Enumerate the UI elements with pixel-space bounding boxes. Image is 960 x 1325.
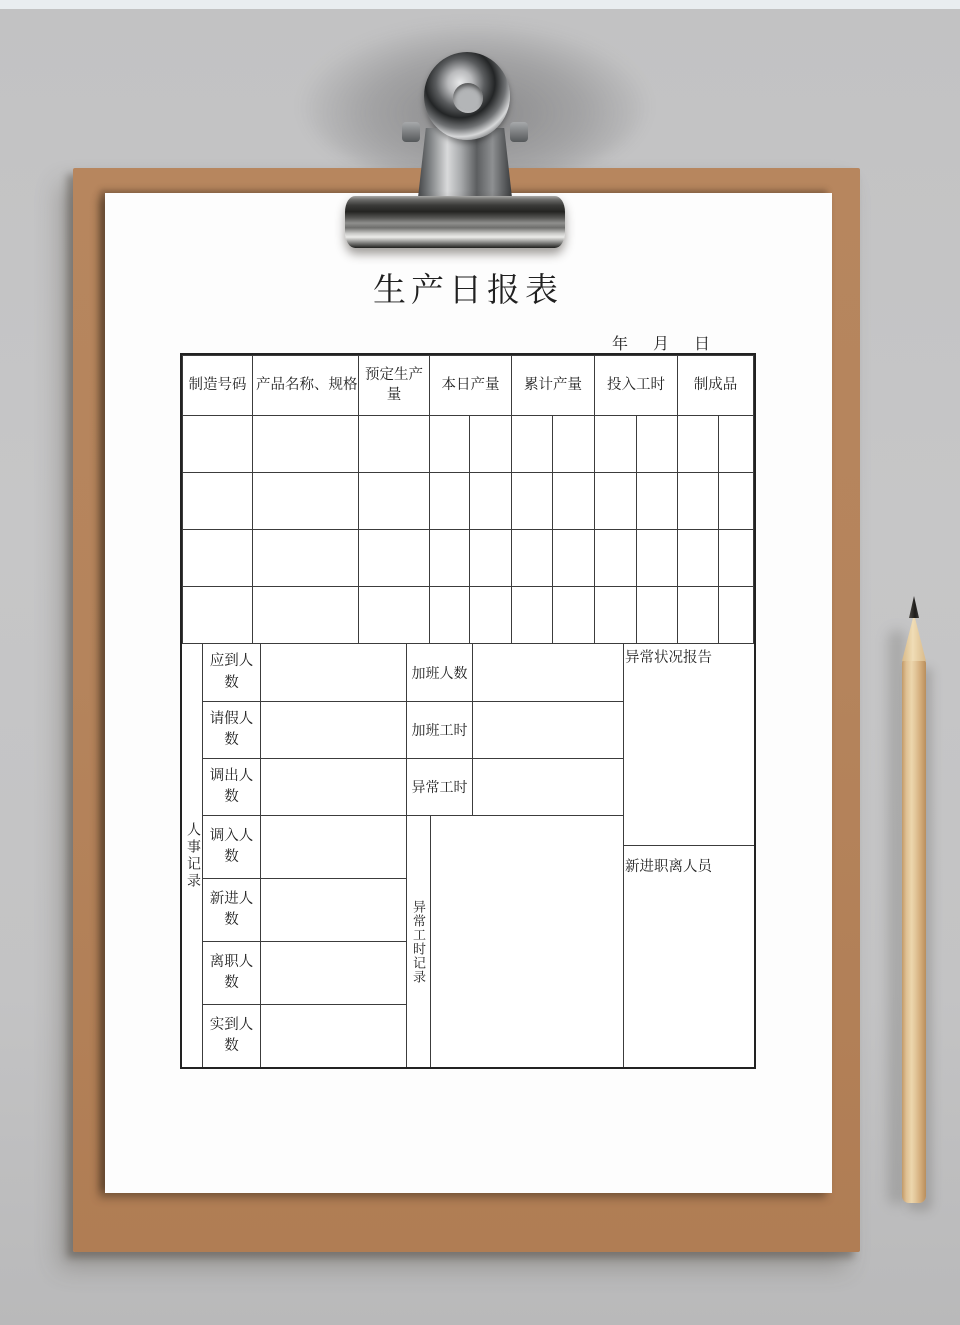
label-overtime-headcount: 加班人数 (411, 666, 468, 682)
label-abnormal-hours: 异常工时 (411, 781, 468, 796)
pencil (880, 590, 950, 1220)
abnormal-hours-row (407, 758, 623, 815)
column-header-today-output: 本日产量 (430, 356, 512, 416)
date-line (180, 331, 756, 352)
pencil-lead (909, 596, 919, 618)
empty-cell (512, 587, 553, 644)
pencil-body (902, 660, 926, 1203)
empty-cell (359, 530, 430, 587)
personnel-section (182, 644, 754, 1067)
empty-cell (470, 587, 512, 644)
empty-cell (253, 587, 359, 644)
empty-cell (261, 758, 406, 815)
overtime-headcount-row (407, 644, 623, 701)
personnel-label-column (202, 644, 260, 1067)
empty-cell (595, 416, 637, 473)
top-light-strip (0, 0, 960, 9)
empty-cell (430, 473, 470, 530)
empty-cell (637, 530, 678, 587)
label-on-leave-headcount: 请假人数 (203, 701, 260, 758)
empty-cell (359, 416, 430, 473)
date-day-label: 日 (693, 336, 710, 353)
binder-clip (340, 50, 570, 250)
empty-cell (678, 473, 719, 530)
abnormal-hours-record-area (407, 815, 623, 1067)
abnormal-hours-record-label: 异常工时记录 (411, 899, 426, 984)
empty-cell (359, 473, 430, 530)
empty-cell (472, 644, 623, 701)
column-header-labor-hours: 投入工时 (595, 356, 678, 416)
empty-cell (261, 878, 406, 941)
abnormal-hours-record-column (407, 816, 430, 1067)
column-header-cumulative-output: 累计产量 (512, 356, 595, 416)
empty-cell (553, 530, 595, 587)
label-expected-headcount: 应到人数 (209, 653, 254, 691)
empty-cell (678, 530, 719, 587)
clip-ear-right (510, 122, 528, 142)
empty-cell (512, 473, 553, 530)
empty-row (183, 473, 754, 530)
empty-cell (595, 530, 637, 587)
label-overtime-hours: 加班工时 (411, 724, 468, 739)
empty-cell (595, 473, 637, 530)
empty-cell (261, 1004, 406, 1067)
empty-cell (719, 587, 754, 644)
empty-row (183, 587, 754, 644)
empty-cell (470, 416, 512, 473)
form-title: 生产日报表 (373, 273, 563, 309)
personnel-value-column (260, 644, 406, 1067)
empty-cell (253, 416, 359, 473)
abnormal-report-cell: 异常状况报告 (625, 650, 712, 666)
empty-cell (430, 816, 623, 1067)
empty-cell (261, 941, 406, 1004)
empty-cell (678, 416, 719, 473)
empty-cell (470, 530, 512, 587)
date-month-label: 月 (652, 336, 669, 353)
staff-change-cell: 新进职离人员 (624, 845, 754, 1067)
empty-cell (472, 702, 623, 758)
production-table (182, 355, 754, 644)
empty-cell (253, 473, 359, 530)
empty-cell (359, 587, 430, 644)
empty-cell (678, 587, 719, 644)
form-table (180, 353, 756, 1069)
empty-cell (553, 473, 595, 530)
personnel-group-column (182, 644, 202, 1067)
empty-cell (719, 530, 754, 587)
empty-cell (472, 759, 623, 815)
empty-cell (430, 587, 470, 644)
empty-cell (183, 530, 253, 587)
overtime-hours-row (407, 701, 623, 758)
label-resigned-headcount: 离职人数 (203, 941, 260, 1004)
clip-hole (453, 83, 483, 113)
empty-cell (430, 416, 470, 473)
empty-cell (470, 473, 512, 530)
empty-cell (512, 530, 553, 587)
column-header-mfg-number: 制造号码 (183, 356, 253, 416)
column-header-planned-output: 预定生产量 (359, 356, 430, 416)
label-new-hires-headcount: 新进人数 (203, 878, 260, 941)
empty-cell (512, 416, 553, 473)
hours-column (406, 644, 623, 1067)
empty-cell (183, 473, 253, 530)
empty-cell (553, 587, 595, 644)
empty-row (183, 416, 754, 473)
report-column (623, 644, 754, 1067)
clip-bar (345, 196, 565, 248)
production-header-row (183, 356, 754, 416)
clip-ear-left (402, 122, 420, 142)
clip-ring (424, 52, 510, 140)
paper-sheet (105, 193, 832, 1193)
empty-cell (719, 473, 754, 530)
empty-cell (553, 416, 595, 473)
date-year-label: 年 (611, 336, 628, 353)
empty-cell (261, 701, 406, 758)
empty-row (183, 530, 754, 587)
label-transferred-out-headcount: 调出人数 (203, 758, 260, 815)
empty-cell (183, 587, 253, 644)
empty-cell (637, 587, 678, 644)
empty-cell (637, 473, 678, 530)
empty-cell (430, 530, 470, 587)
column-header-product-name-spec: 产品名称、规格 (253, 356, 359, 416)
empty-cell (595, 587, 637, 644)
label-actual-headcount: 实到人数 (203, 1004, 260, 1067)
empty-cell (261, 644, 406, 701)
personnel-group-label: 人事记录 (185, 821, 200, 890)
empty-cell (637, 416, 678, 473)
label-transferred-in-headcount: 调入人数 (203, 815, 260, 878)
empty-cell (183, 416, 253, 473)
empty-cell (253, 530, 359, 587)
empty-cell (719, 416, 754, 473)
column-header-finished-goods: 制成品 (678, 356, 754, 416)
empty-cell (261, 815, 406, 878)
